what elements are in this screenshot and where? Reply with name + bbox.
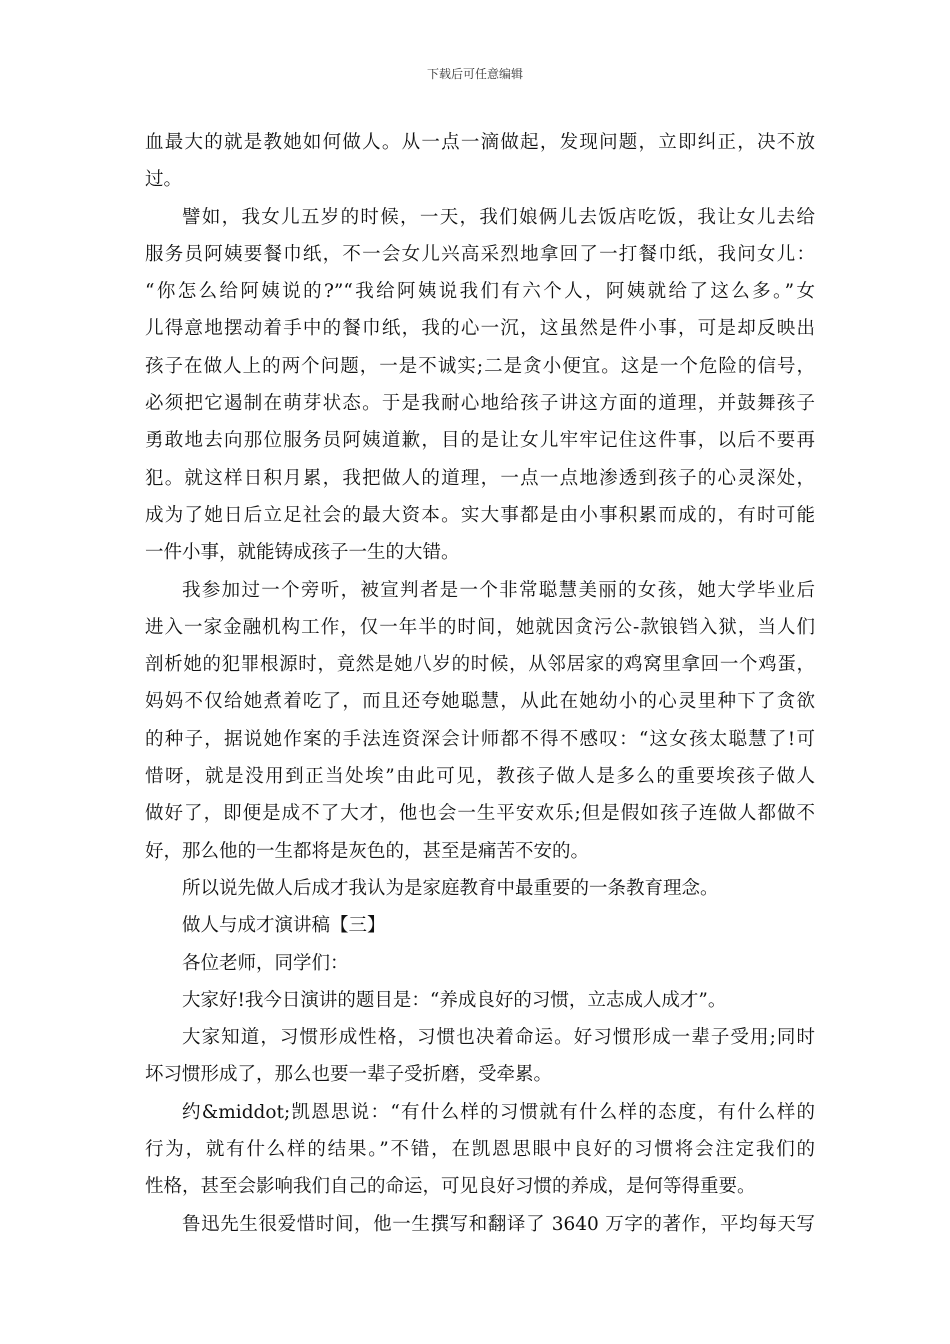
text-line: 成为了她日后立足社会的最大资本。实大事都是由小事积累而成的，有时可能: [145, 504, 815, 526]
text-line: 妈妈不仅给她煮着吃了，而且还夸她聪慧，从此在她幼小的心灵里种下了贪欲: [145, 691, 815, 713]
text-line: 进入一家金融机构工作，仅一年半的时间，她就因贪污公-款锒铛入狱，当人们: [145, 616, 815, 638]
text-line: 剖析她的犯罪根源时，竟然是她八岁的时候，从邻居家的鸡窝里拿回一个鸡蛋，: [145, 654, 815, 676]
text-line: 过。: [145, 169, 183, 191]
text-line: 做人与成才演讲稿【三】: [182, 915, 386, 937]
text-line: 的种子，据说她作案的手法连资深会计师都不得不感叹：“这女孩太聪慧了!可: [145, 728, 815, 750]
text-line: 性格，甚至会影响我们自己的命运，可见良好习惯的养成，是何等得重要。: [145, 1176, 756, 1198]
text-line: 行为，就有什么样的结果。”不错，在凯恩思眼中良好的习惯将会注定我们的: [145, 1139, 815, 1161]
text-line: 鲁迅先生很爱惜时间，他一生撰写和翻译了 3640 万字的著作，平均每天写: [182, 1213, 815, 1235]
text-line: 大家好!我今日演讲的题目是：“养成良好的习惯，立志成人成才”。: [182, 989, 727, 1011]
text-line: 犯。就这样日积月累，我把做人的道理，一点一点地渗透到孩子的心灵深处，: [145, 467, 815, 489]
text-line: 各位老师，同学们：: [182, 952, 349, 974]
page-header-note: 下载后可任意编辑: [426, 67, 523, 81]
text-line: 服务员阿姨要餐巾纸，不一会女儿兴高采烈地拿回了一打餐巾纸，我问女儿：: [145, 243, 815, 265]
text-line: 必须把它遏制在萌芽状态。于是我耐心地给孩子讲这方面的道理，并鼓舞孩子: [145, 393, 815, 415]
text-line: 所以说先做人后成才我认为是家庭教育中最重要的一条教育理念。: [182, 877, 719, 899]
text-line: 譬如，我女儿五岁的时候，一天，我们娘俩儿去饭店吃饭，我让女儿去给: [182, 206, 815, 228]
text-line: 做好了，即便是成不了大才，他也会一生平安欢乐;但是假如孩子连做人都做不: [145, 803, 815, 825]
text-line: 一件小事，就能铸成孩子一生的大错。: [145, 542, 460, 564]
text-line: 血最大的就是教她如何做人。从一点一滴做起，发现问题，立即纠正，决不放: [145, 132, 815, 153]
text-line: 约&middot;凯恩思说：“有什么样的习惯就有什么样的态度，有什么样的: [182, 1101, 815, 1123]
text-line: 孩子在做人上的两个问题，一是不诚实;二是贪小便宜。这是一个危险的信号，: [145, 355, 815, 377]
text-line: 好，那么他的一生都将是灰色的，甚至是痛苦不安的。: [145, 840, 590, 862]
text-line: 我参加过一个旁听，被宣判者是一个非常聪慧美丽的女孩，她大学毕业后: [182, 579, 815, 601]
text-line: 惜呀，就是没用到正当处埃”由此可见，教孩子做人是多么的重要埃孩子做人: [145, 766, 815, 788]
text-line: 儿得意地摆动着手中的餐巾纸，我的心一沉，这虽然是件小事，可是却反映出: [145, 318, 815, 340]
text-line: “你怎么给阿姨说的?”“我给阿姨说我们有六个人，阿姨就给了这么多。”女: [145, 281, 815, 303]
text-line: 大家知道，习惯形成性格，习惯也决着命运。好习惯形成一辈子受用;同时: [182, 1027, 815, 1049]
text-line: 勇敢地去向那位服务员阿姨道歉，目的是让女儿牢牢记住这件事，以后不要再: [145, 430, 815, 452]
text-line: 坏习惯形成了，那么也要一辈子受折磨，受牵累。: [145, 1064, 553, 1086]
document-body: [145, 124, 815, 1243]
